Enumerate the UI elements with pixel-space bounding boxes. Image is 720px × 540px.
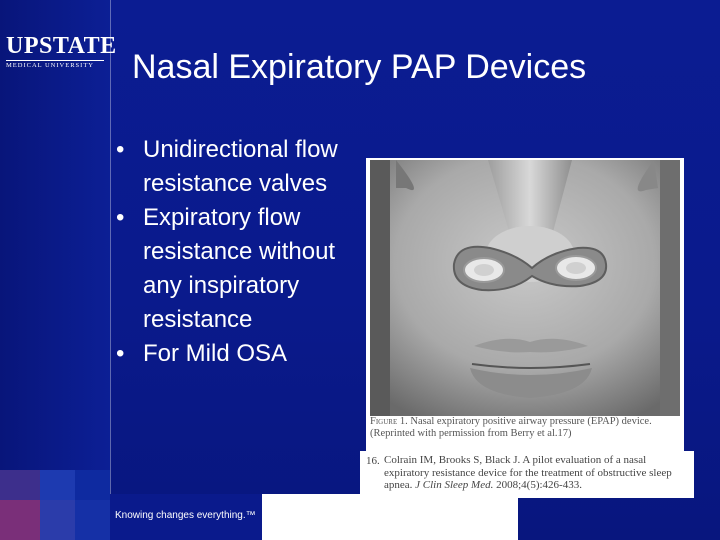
citation-details: 2008;4(5):426-433. bbox=[496, 479, 582, 491]
citation-box bbox=[360, 451, 694, 498]
caption-label: Figure 1. bbox=[370, 416, 408, 427]
face-photo bbox=[366, 158, 684, 416]
citation-text bbox=[384, 454, 690, 492]
tile bbox=[40, 500, 75, 540]
divider bbox=[110, 0, 111, 540]
footer-tagline: Knowing changes everything.™ bbox=[115, 510, 256, 521]
bullet-text: Expiratory flow resistance without any inspiratory resistance bbox=[143, 204, 336, 333]
tile bbox=[75, 500, 110, 540]
citation-number: 16. bbox=[366, 455, 380, 467]
figure-caption bbox=[370, 416, 682, 440]
bullet-glyph: • bbox=[116, 204, 125, 231]
bullet-list bbox=[112, 133, 352, 371]
decorative-tiles bbox=[0, 470, 110, 540]
citation-authors-title: Colrain IM, Brooks S, Black J. A pilot evaluation of a nasal expiratory resistance device for the treatment of obstructive sleep apnea. bbox=[384, 454, 672, 491]
slide-title: Nasal Expiratory PAP Devices bbox=[132, 48, 587, 86]
bullet-item bbox=[112, 133, 352, 201]
logo-rule bbox=[6, 60, 104, 61]
tile bbox=[0, 500, 40, 540]
citation-journal: J Clin Sleep Med. bbox=[415, 479, 494, 491]
epap-device-figure bbox=[366, 158, 684, 452]
logo-subtitle: MEDICAL UNIVERSITY bbox=[6, 62, 94, 69]
tile bbox=[0, 470, 40, 500]
upstate-logo bbox=[6, 33, 117, 70]
caption-text: Nasal expiratory positive airway pressure (EPAP) device. (Reprinted with permission from Berry et al.17) bbox=[370, 416, 652, 439]
bullet-glyph: • bbox=[116, 340, 125, 367]
bullet-item bbox=[112, 337, 352, 371]
bullet-text: Unidirectional flow resistance valves bbox=[143, 136, 338, 197]
bullet-item bbox=[112, 201, 352, 337]
sidebar-strip bbox=[0, 0, 117, 540]
tile bbox=[40, 470, 75, 500]
bullet-glyph: • bbox=[116, 136, 125, 163]
bullet-text: For Mild OSA bbox=[143, 340, 288, 367]
tile bbox=[75, 470, 110, 500]
logo-name: UPSTATE bbox=[6, 33, 117, 59]
